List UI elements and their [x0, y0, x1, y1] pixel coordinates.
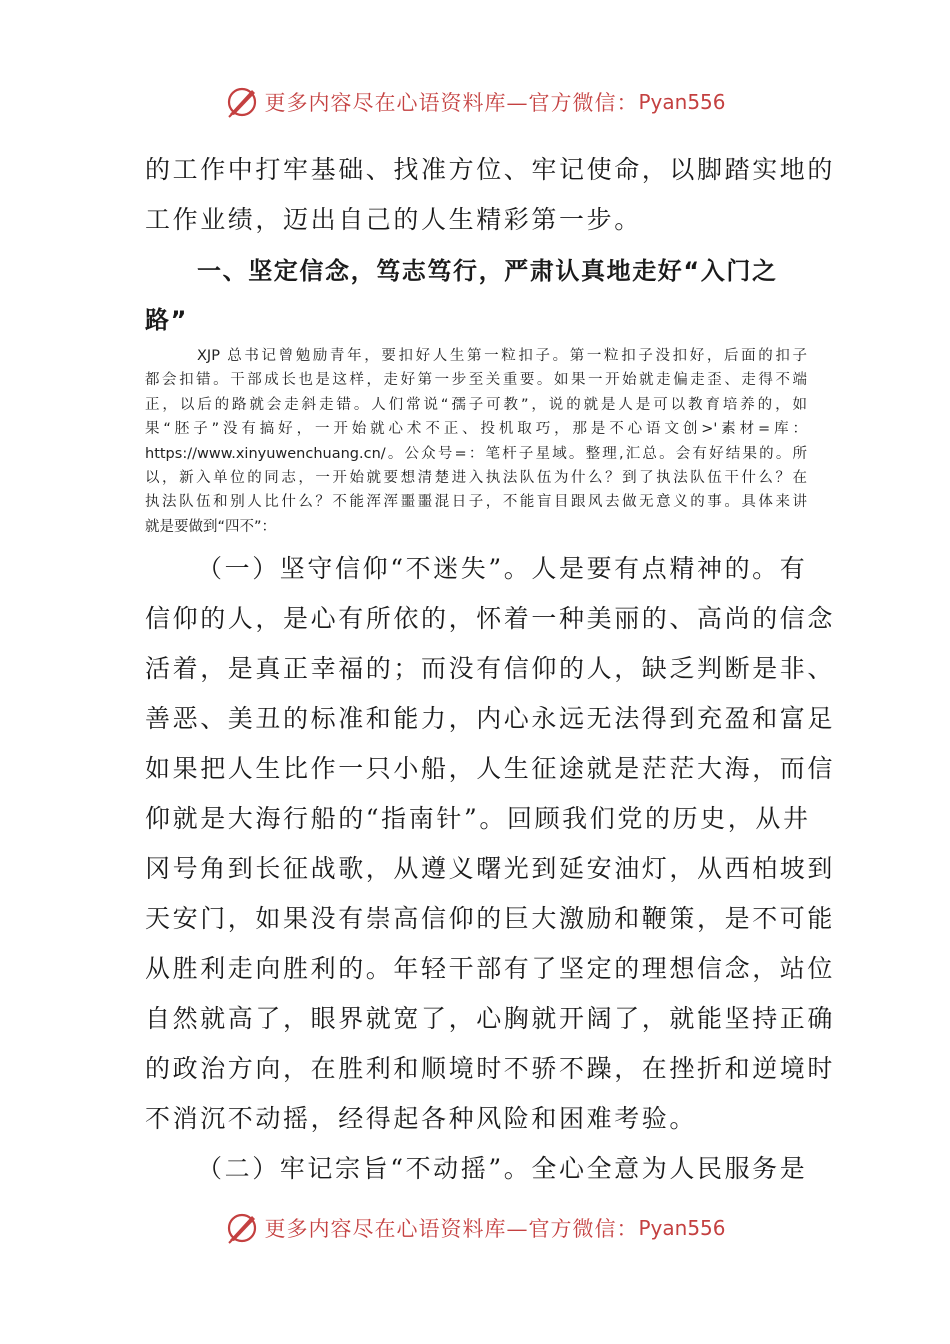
- body-line: 善恶、美丑的标准和能力，内心永远无法得到充盈和富足: [145, 704, 836, 733]
- intro-line: 的工作中打牢基础、找准方位、牢记使命，以脚踏实地的: [145, 155, 836, 184]
- section-heading-line: 路”: [145, 306, 188, 334]
- body-line: 冈号角到长征战歌，从遵义曙光到延安油灯，从西柏坡到: [145, 854, 836, 883]
- intro-line: 工作业绩，迈出自己的人生精彩第一步。: [145, 205, 642, 234]
- body-line: 如果把人生比作一只小船，人生征途就是茫茫大海，而信: [145, 754, 836, 783]
- watermark-wechat-id: Pyan556: [638, 90, 726, 114]
- small-line: 就是要做到“四不”：: [145, 518, 277, 535]
- body-line: （一）坚守信仰“不迷失”。人是要有点精神的。有: [197, 554, 808, 583]
- small-line: https://www.xinyuwenchuang.cn/。公众号=：笔杆子星域。整理,汇总。会有好结果的。所: [145, 445, 807, 462]
- header-watermark: [0, 82, 950, 122]
- watermark-wechat-id: Pyan556: [638, 1216, 726, 1240]
- small-line: 果“胚子”没有搞好，一开始就心术不正、投机取巧，那是不心语文创>'素材=库：: [145, 421, 807, 438]
- body-line: （二）牢记宗旨“不动摇”。全心全意为人民服务是: [197, 1154, 808, 1183]
- body-line: 仰就是大海行船的“指南针”。回顾我们党的历史，从井: [145, 804, 811, 833]
- small-line: XJP 总书记曾勉励青年，要扣好人生第一粒扣子。第一粒扣子没扣好，后面的扣子: [197, 348, 807, 364]
- quill-pen-logo-icon: [224, 1210, 260, 1246]
- small-line: 执法队伍和别人比什么？不能浑浑噩噩混日子，不能盲目跟风去做无意义的事。具体来讲: [145, 494, 807, 511]
- watermark-text: 更多内容尽在心语资料库—: [264, 91, 529, 115]
- body-line: 自然就高了，眼界就宽了，心胸就开阔了，就能坚持正确: [145, 1004, 836, 1033]
- watermark-wechat-label: 官方微信：: [528, 91, 639, 115]
- body-line: 天安门，如果没有崇高信仰的巨大激励和鞭策，是不可能: [145, 904, 836, 933]
- body-line: 从胜利走向胜利的。年轻干部有了坚定的理想信念，站位: [145, 954, 836, 983]
- small-line: 以，新入单位的同志，一开始就要想清楚进入执法队伍为什么？到了执法队伍干什么？在: [145, 469, 807, 486]
- body-line: 信仰的人，是心有所依的，怀着一种美丽的、高尚的信念: [145, 604, 836, 633]
- small-line: 正，以后的路就会走斜走错。人们常说“孺子可教”，说的就是人是可以教育培养的，如: [145, 396, 807, 413]
- section-heading-line: 一、坚定信念，笃志笃行，严肃认真地走好“入门之: [197, 257, 778, 285]
- inserted-small-paragraph: [145, 344, 807, 539]
- body-line: 的政治方向，在胜利和顺境时不骄不躁，在挫折和逆境时: [145, 1054, 836, 1083]
- quill-pen-logo-icon: [224, 84, 260, 120]
- body-line: 不消沉不动摇，经得起各种风险和困难考验。: [145, 1104, 698, 1133]
- body-line: 活着，是真正幸福的；而没有信仰的人，缺乏判断是非、: [145, 654, 836, 683]
- footer-watermark: [0, 1208, 950, 1248]
- small-line: 都会扣错。干部成长也是这样，走好第一步至关重要。如果一开始就走偏走歪、走得不端: [145, 372, 807, 389]
- watermark-wechat-label: 官方微信：: [528, 1217, 639, 1241]
- watermark-text: 更多内容尽在心语资料库—: [264, 1217, 529, 1241]
